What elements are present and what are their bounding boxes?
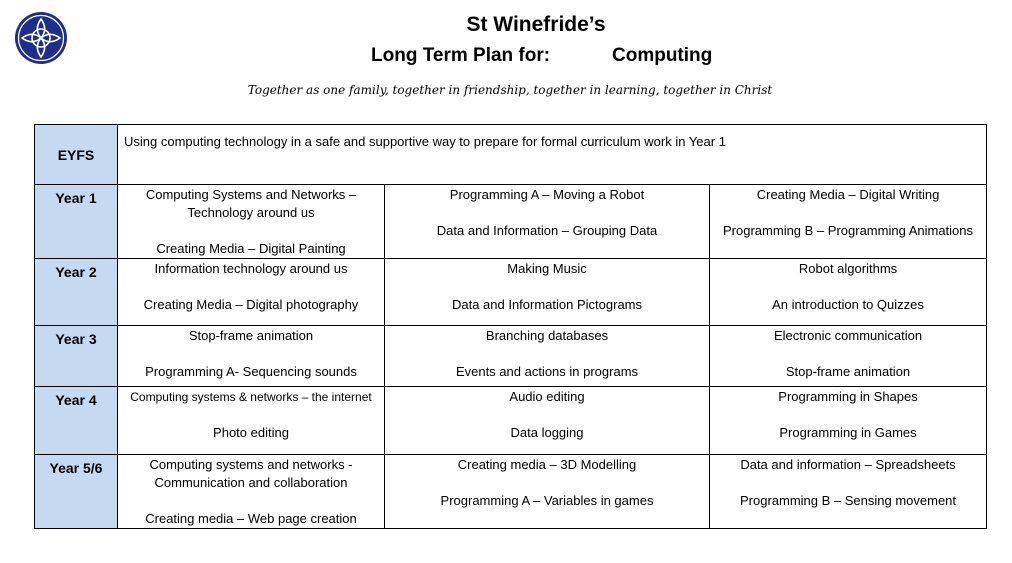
term-cell: [118, 326, 385, 387]
unit-text: [710, 345, 986, 363]
unit-text: Communication and collaboration: [154, 475, 348, 490]
term-cell: [118, 455, 385, 529]
unit-text: Making Music: [507, 261, 587, 276]
term-cell: [385, 455, 710, 529]
unit-text: [118, 222, 384, 240]
unit-text: Programming B – Sensing movement: [739, 493, 957, 508]
unit-text: Creating media – Web page creation: [145, 511, 357, 526]
term-cell: [118, 387, 385, 455]
term-cell: [385, 326, 710, 387]
table-row: [35, 326, 987, 387]
term-cell: [385, 387, 710, 455]
unit-text: Creating media – 3D Modelling: [457, 457, 637, 472]
term-cell: [710, 326, 987, 387]
unit-text: Stop-frame animation: [188, 328, 314, 343]
unit-text: Programming A – Variables in games: [440, 493, 654, 508]
unit-text: Creating Media – Digital Painting: [156, 241, 346, 256]
unit-text: [118, 345, 384, 363]
term-cell: [710, 259, 987, 326]
unit-text: [118, 492, 384, 510]
unit-text: [385, 406, 709, 424]
unit-text: Data and Information Pictograms: [451, 297, 643, 312]
unit-text: Photo editing: [213, 425, 289, 440]
unit-text: Stop-frame animation: [785, 364, 911, 379]
unit-text: An introduction to Quizzes: [772, 297, 924, 312]
year-label: Year 4: [35, 387, 118, 455]
term-cell: [385, 259, 710, 326]
term-cell: [710, 185, 987, 259]
unit-text: [385, 278, 709, 296]
unit-text: Programming B – Programming Animations: [723, 223, 974, 238]
plan-heading: [371, 44, 713, 68]
school-name: St Winefride’s: [466, 13, 606, 36]
eyfs-description: Using computing technology in a safe and supportive way to prepare for formal curriculum work in Year 1: [118, 125, 987, 185]
unit-text: Creating Media – Digital photography: [143, 297, 359, 312]
unit-text: Computing Systems and Networks –: [145, 187, 357, 202]
unit-text: Data and information – Spreadsheets: [740, 457, 956, 472]
term-cell: [710, 455, 987, 529]
unit-text: [710, 278, 986, 296]
unit-text: Programming A- Sequencing sounds: [145, 364, 357, 379]
school-motto: Together as one family, together in friendship, together in learning, together in Christ: [247, 83, 773, 97]
unit-text: Electronic communication: [773, 328, 923, 343]
subject-name: Computing: [612, 45, 713, 66]
year-label: Year 1: [35, 185, 118, 259]
table-row-eyfs: [35, 125, 987, 185]
unit-text: Programming in Games: [779, 425, 917, 440]
long-term-plan-table: [34, 124, 987, 529]
unit-text: Data and Information – Grouping Data: [436, 223, 658, 238]
unit-text: [710, 406, 986, 424]
table-row: [35, 455, 987, 529]
unit-text: [710, 474, 986, 492]
unit-text: [118, 406, 384, 424]
year-label: EYFS: [35, 125, 118, 185]
unit-text: Robot algorithms: [798, 261, 898, 276]
year-label: Year 5/6: [35, 455, 118, 529]
term-cell: [118, 185, 385, 259]
unit-text: Computing systems and networks -: [149, 457, 353, 472]
plan-label: Long Term Plan for:: [371, 45, 551, 66]
term-cell: [385, 185, 710, 259]
term-cell: [118, 259, 385, 326]
year-label: Year 2: [35, 259, 118, 326]
unit-text: Programming in Shapes: [778, 389, 918, 404]
unit-text: [710, 204, 986, 222]
unit-text: [118, 278, 384, 296]
unit-text: Data logging: [510, 425, 584, 440]
table-row: [35, 387, 987, 455]
unit-text: Programming A – Moving a Robot: [449, 187, 645, 202]
term-cell: [710, 387, 987, 455]
year-label: Year 3: [35, 326, 118, 387]
table-row: [35, 259, 987, 326]
unit-text: Branching databases: [485, 328, 609, 343]
unit-text: Computing systems & networks – the internet: [130, 390, 372, 404]
table-row: [35, 185, 987, 259]
unit-text: Technology around us: [187, 205, 315, 220]
unit-text: [385, 204, 709, 222]
unit-text: Events and actions in programs: [455, 364, 639, 379]
unit-text: [385, 474, 709, 492]
unit-text: [385, 345, 709, 363]
unit-text: Information technology around us: [154, 261, 348, 276]
unit-text: Creating Media – Digital Writing: [756, 187, 940, 202]
unit-text: Audio editing: [509, 389, 585, 404]
